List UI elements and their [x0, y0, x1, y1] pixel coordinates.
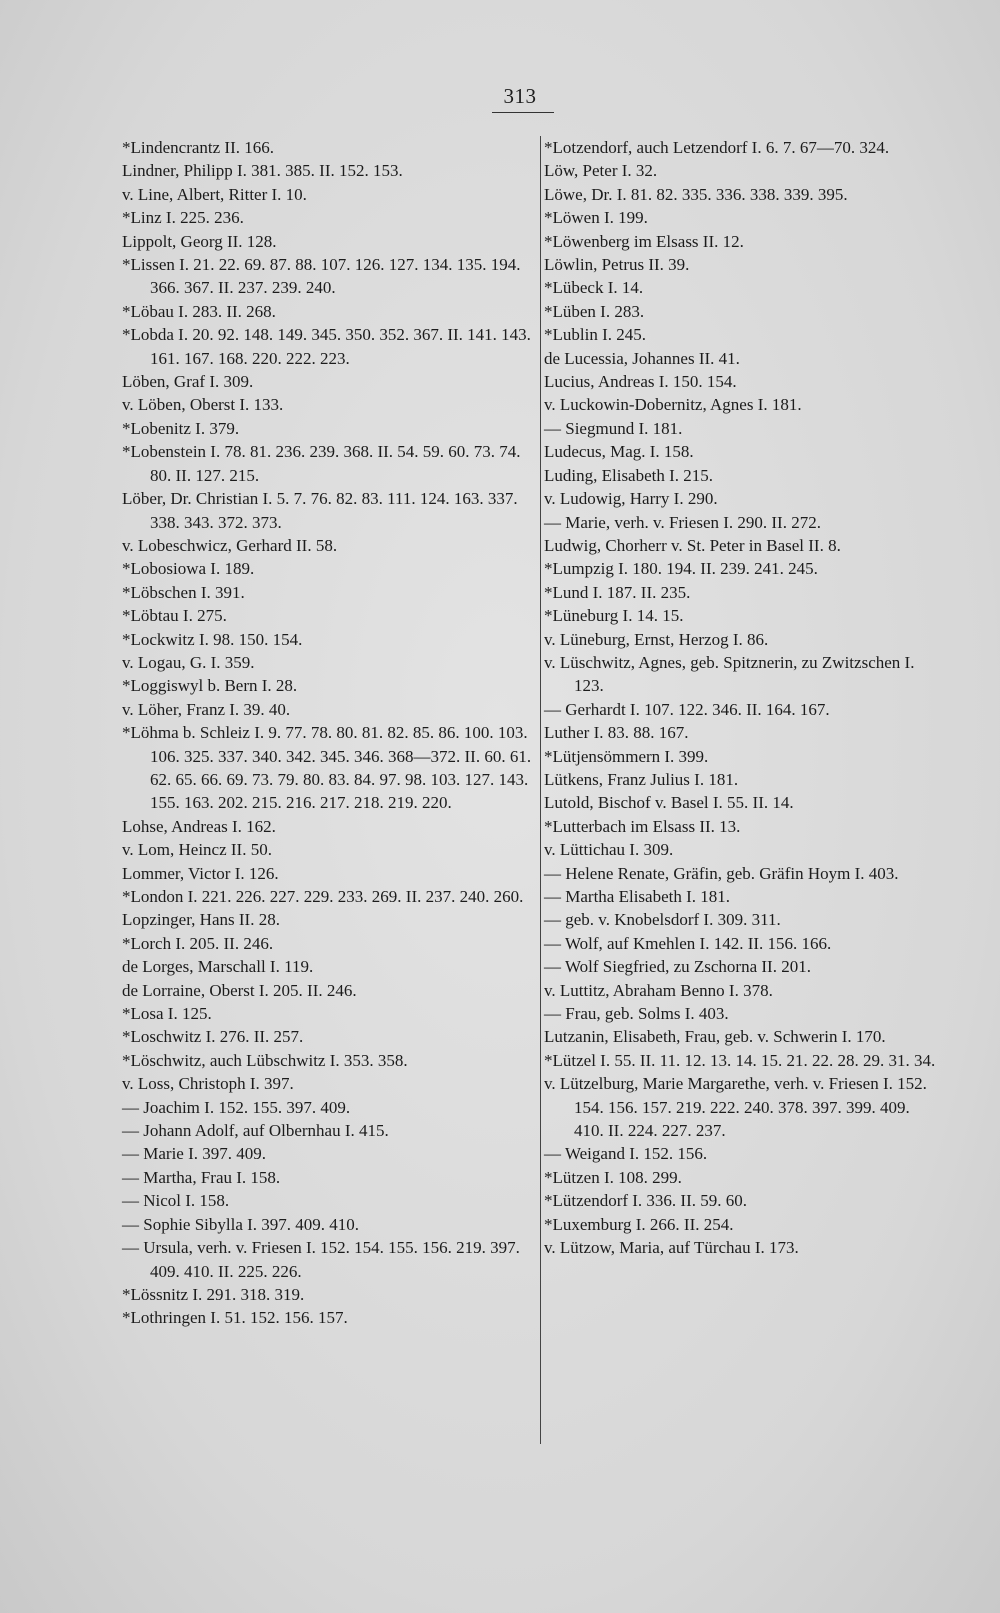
index-entry: *Lorch I. 205. II. 246.	[122, 933, 274, 953]
index-entry: *Löhma b. Schleiz I. 9. 77. 78. 80. 81. 82. 85. 86. 100. 103. 106. 325. 337. 340. 342. 345. 346. 368—372. II. 60. 61. 62. 65. 66. 69. 73. 79. 80. 83. 84. 97. 98. 103. 127. 143. 155. 163. 202. 215. 216. 217. 218. 219. 220.	[122, 723, 532, 813]
index-entry: Lutold, Bischof v. Basel I. 55. II. 14.	[544, 793, 794, 813]
index-entry: *Löwenberg im Elsass II. 12.	[544, 231, 744, 251]
index-entry: — Wolf, auf Kmehlen I. 142. II. 156. 166.	[544, 933, 832, 953]
index-entry: — Ursula, verh. v. Friesen I. 152. 154. 155. 156. 219. 397. 409. 410. II. 225. 226.	[122, 1238, 520, 1281]
index-entry: *London I. 221. 226. 227. 229. 233. 269. II. 237. 240. 260.	[122, 887, 524, 906]
index-entry: Lippolt, Georg II. 128.	[122, 231, 277, 251]
index-entry: Ludwig, Chorherr v. St. Peter in Basel II. 8.	[544, 535, 841, 555]
index-entry: — Siegmund I. 181.	[544, 418, 683, 438]
index-entry: *Löschwitz, auch Lübschwitz I. 353. 358.	[122, 1050, 408, 1070]
index-entry: Löben, Graf I. 309.	[122, 372, 254, 392]
index-entry: *Lockwitz I. 98. 150. 154.	[122, 629, 303, 649]
index-entry: — Johann Adolf, auf Olbernhau I. 415.	[122, 1121, 389, 1141]
page-number: 313	[503, 84, 537, 108]
index-entry: *Lössnitz I. 291. 318. 319.	[122, 1284, 305, 1304]
index-entry: *Linz I. 225. 236.	[122, 208, 244, 228]
index-entry: v. Luckowin-Dobernitz, Agnes I. 181.	[544, 395, 802, 415]
index-entry: Lucius, Andreas I. 150. 154.	[544, 372, 737, 392]
index-entry: v. Löben, Oberst I. 133.	[122, 395, 284, 415]
index-entry: v. Lüneburg, Ernst, Herzog I. 86.	[544, 629, 769, 649]
index-entry: *Lüben I. 283.	[544, 301, 645, 321]
index-entry: *Lothringen I. 51. 152. 156. 157.	[122, 1308, 348, 1328]
index-entry: de Lorraine, Oberst I. 205. II. 246.	[122, 980, 357, 1000]
index-entry: Ludecus, Mag. I. 158.	[544, 442, 694, 462]
index-entry: v. Lüschwitz, Agnes, geb. Spitznerin, zu Zwitzschen I. 123.	[544, 652, 915, 696]
index-entry: *Löbtau I. 275.	[122, 606, 227, 626]
index-entry: Lopzinger, Hans II. 28.	[122, 910, 280, 930]
index-entry: v. Lobeschwicz, Gerhard II. 58.	[122, 535, 338, 555]
index-entry: v. Lützow, Maria, auf Türchau I. 173.	[544, 1238, 799, 1258]
index-entry: *Lutterbach im Elsass II. 13.	[544, 816, 741, 836]
index-entry: de Lucessia, Johannes II. 41.	[544, 348, 740, 368]
index-entry: *Luxemburg I. 266. II. 254.	[544, 1214, 734, 1234]
index-entry: v. Löher, Franz I. 39. 40.	[122, 699, 291, 719]
index-entry: Lommer, Victor I. 126.	[122, 863, 279, 883]
index-entry: — Wolf Siegfried, zu Zschorna II. 201.	[544, 957, 811, 977]
index-entry: — Martha, Frau I. 158.	[122, 1167, 281, 1187]
index-entry: Luther I. 83. 88. 167.	[544, 723, 689, 743]
index-entry: *Lüneburg I. 14. 15.	[544, 606, 684, 626]
index-entry: — Joachim I. 152. 155. 397. 409.	[122, 1097, 351, 1117]
index-entry: v. Line, Albert, Ritter I. 10.	[122, 184, 307, 204]
index-column-left	[122, 136, 532, 1330]
index-entry: — geb. v. Knobelsdorf I. 309. 311.	[544, 910, 781, 930]
index-entry: Lutzanin, Elisabeth, Frau, geb. v. Schwerin I. 170.	[544, 1027, 886, 1047]
index-entry: Lütkens, Franz Julius I. 181.	[544, 769, 739, 789]
index-entry: v. Lom, Heincz II. 50.	[122, 840, 272, 860]
index-entry: — Nicol I. 158.	[122, 1191, 230, 1211]
header-rule	[492, 112, 554, 113]
index-entry: *Löbau I. 283. II. 268.	[122, 301, 276, 321]
index-entry: v. Logau, G. I. 359.	[122, 652, 255, 672]
index-entry: Löber, Dr. Christian I. 5. 7. 76. 82. 83. 111. 124. 163. 337. 338. 343. 372. 373.	[122, 489, 518, 532]
index-entry: Löwe, Dr. I. 81. 82. 335. 336. 338. 339. 395.	[544, 184, 848, 204]
index-entry: *Loggiswyl b. Bern I. 28.	[122, 676, 298, 696]
index-entry: *Lobenstein I. 78. 81. 236. 239. 368. II. 54. 59. 60. 73. 74. 80. II. 127. 215.	[122, 442, 521, 485]
index-entry: v. Ludowig, Harry I. 290.	[544, 489, 718, 509]
index-entry: *Lobda I. 20. 92. 148. 149. 345. 350. 352. 367. II. 141. 143. 161. 167. 168. 220. 222. 223.	[122, 325, 531, 368]
index-entry: *Lindencrantz II. 166.	[122, 138, 274, 157]
index-entry: de Lorges, Marschall I. 119.	[122, 957, 314, 977]
index-entry: *Lotzendorf, auch Letzendorf I. 6. 7. 67—70. 324.	[544, 138, 890, 157]
index-entry: — Sophie Sibylla I. 397. 409. 410.	[122, 1214, 360, 1234]
index-entry: Lohse, Andreas I. 162.	[122, 816, 276, 836]
index-entry: — Gerhardt I. 107. 122. 346. II. 164. 167.	[544, 699, 830, 719]
index-column-right	[538, 136, 938, 1260]
index-entry: Löw, Peter I. 32.	[544, 161, 658, 181]
index-entry: — Weigand I. 152. 156.	[544, 1144, 708, 1164]
index-entry: — Martha Elisabeth I. 181.	[544, 887, 731, 906]
index-entry: — Frau, geb. Solms I. 403.	[544, 1004, 729, 1024]
index-entry: — Marie, verh. v. Friesen I. 290. II. 272.	[544, 512, 821, 532]
index-entry: *Losa I. 125.	[122, 1004, 212, 1024]
index-entry: *Lützen I. 108. 299.	[544, 1167, 682, 1187]
index-entry: *Lütjensömmern I. 399.	[544, 746, 709, 766]
index-entry: *Löwen I. 199.	[544, 208, 648, 228]
index-entry: *Lobenitz I. 379.	[122, 418, 240, 438]
index-entry: *Löbschen I. 391.	[122, 582, 245, 602]
index-entry: *Lützendorf I. 336. II. 59. 60.	[544, 1191, 748, 1211]
index-entry: Löwlin, Petrus II. 39.	[544, 255, 690, 275]
index-entry: — Marie I. 397. 409.	[122, 1144, 267, 1164]
index-entry: Luding, Elisabeth I. 215.	[544, 465, 714, 485]
index-entry: *Lobosiowa I. 189.	[122, 559, 255, 579]
index-entry: *Lissen I. 21. 22. 69. 87. 88. 107. 126. 127. 134. 135. 194. 366. 367. II. 237. 239. 240.	[122, 255, 521, 298]
index-entry: v. Lützelburg, Marie Margarethe, verh. v. Friesen I. 152. 154. 156. 157. 219. 222. 240. 378. 397. 399. 409. 410. II. 224. 227. 237.	[544, 1074, 927, 1141]
index-entry: — Helene Renate, Gräfin, geb. Gräfin Hoym I. 403.	[544, 863, 899, 883]
index-entry: *Lützel I. 55. II. 11. 12. 13. 14. 15. 21. 22. 28. 29. 31. 34.	[544, 1050, 936, 1070]
index-entry: *Lumpzig I. 180. 194. II. 239. 241. 245.	[544, 559, 818, 579]
index-entry: *Lublin I. 245.	[544, 325, 646, 345]
index-entry: v. Loss, Christoph I. 397.	[122, 1074, 294, 1094]
index-entry: *Lund I. 187. II. 235.	[544, 582, 691, 602]
index-entry: v. Luttitz, Abraham Benno I. 378.	[544, 980, 773, 1000]
index-entry: Lindner, Philipp I. 381. 385. II. 152. 153.	[122, 161, 403, 181]
index-entry: v. Lüttichau I. 309.	[544, 840, 674, 860]
index-entry: *Loschwitz I. 276. II. 257.	[122, 1027, 304, 1047]
index-entry: *Lübeck I. 14.	[544, 278, 644, 298]
